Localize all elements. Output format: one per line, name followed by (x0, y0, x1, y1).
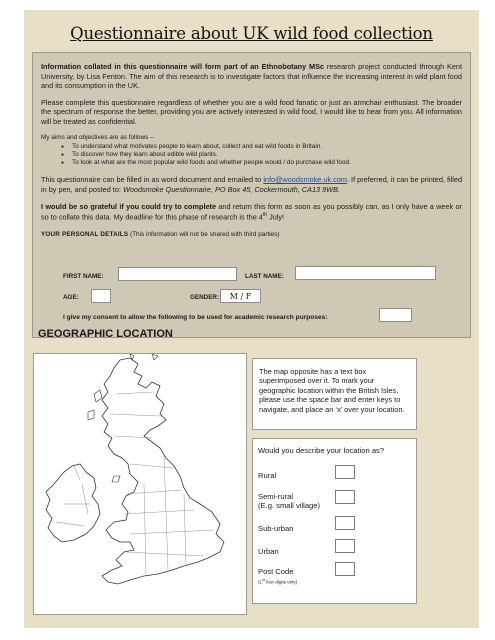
section-heading-geographic-location: GEOGRAPHIC LOCATION (38, 328, 173, 340)
personal-details-note: (This information will not be shared with third parties) (128, 231, 280, 239)
option-rural-label: Rural (258, 471, 277, 480)
email-link[interactable]: info@woodsmoke.uk.com (263, 175, 347, 185)
gender-field[interactable]: M / F (220, 289, 261, 303)
questionnaire-page (24, 10, 479, 628)
post-code-note-sup: st (262, 578, 265, 582)
post-code-field[interactable] (335, 562, 355, 576)
intro-paragraph-3 (41, 175, 462, 194)
location-question-box (252, 438, 417, 604)
last-name-field[interactable] (295, 266, 436, 280)
option-semi-rural-label: Semi-rural (258, 492, 294, 501)
page-title: Questionnaire about UK wild food collection (70, 24, 433, 43)
aims-item: ● To look at what are the most popular wild foods and whether people would / do purchase wild food. (61, 159, 462, 167)
option-sub-urban-checkbox[interactable] (335, 516, 355, 530)
intro-paragraph-4 (41, 202, 462, 223)
age-label: AGE: (63, 294, 79, 301)
british-isles-map-icon[interactable] (33, 353, 247, 615)
personal-details-label: YOUR PERSONAL DETAILS (41, 231, 129, 239)
option-rural-checkbox[interactable] (335, 465, 355, 479)
option-urban-checkbox[interactable] (335, 539, 355, 553)
aims-lead: My aims and objectives are as follows – (41, 133, 154, 141)
aims-item: ● To understand what motivates people to learn about, collect and eat wild foods in Britain. (61, 143, 462, 151)
option-sub-urban-label: Sub-urban (258, 524, 294, 533)
aims-list (61, 143, 462, 168)
consent-label: I give my consent to allow the following to be used for academic research purposes: (63, 314, 328, 321)
aims-item: ● To discover how they learn about edible wild plants. (61, 151, 462, 159)
map-instructions-box: The map opposite has a text box superimposed over it. To mark your geographic location within the British Isles, please use the space bar and enter keys to navigate, and place an ‘x’ over your location. (252, 358, 417, 430)
post-code-note-a: (1 (258, 579, 263, 585)
option-urban-label: Urban (258, 547, 279, 556)
post-code-label: Post Code (258, 567, 294, 576)
first-name-field[interactable] (118, 267, 237, 281)
age-field[interactable] (91, 289, 111, 303)
option-semi-rural-example: (E.g. small village) (258, 501, 321, 510)
post-code-note (258, 576, 297, 587)
gender-label: GENDER: (190, 294, 220, 301)
p4-text-b: July! (267, 212, 285, 222)
p4-text-a: and return this form as soon as you possibly can, as I only have a week or so to collate this data. My deadline for this phase of research is the 4 (41, 201, 462, 222)
post-code-note-b: four digits only) (264, 579, 298, 585)
intro-p1-rest: research project conducted through Kent University, by Lisa Fenton. The aim of this research is to investigate factors that influence the increasing interest in wild plant food and its consumption in the UK. (41, 62, 462, 91)
intro-paragraph-1 (41, 62, 462, 91)
p4-sup: th (262, 212, 268, 219)
intro-p1-bold: Information collated in this questionnaire will form part of an Ethnobotany MSc (41, 62, 325, 71)
consent-field[interactable] (379, 308, 412, 322)
intro-paragraph-2: Please complete this questionnaire regardless of whether you are a wild food fanatic or just an armchair enthusiast. The broader the spectrum of response the better, providing you are actively interested in wild food, I would like to hear from you. All information will be treated as confidential. (41, 97, 462, 126)
postal-address: Woodsmoke Questionnaire, PO Box 45, Cockermouth, CA13 9WB. (122, 184, 340, 194)
personal-details-heading (41, 229, 462, 240)
p4-bold: I would be so grateful if you could try to complete (41, 201, 217, 211)
location-question-header: Would you describe your location as? (258, 446, 385, 455)
last-name-label: LAST NAME: (245, 273, 284, 280)
p3-text-b: . If preferred, it can be printed, filled in by pen, and posted to: (41, 175, 462, 194)
p3-text-a: This questionnaire can be filled in as word document and emailed to (41, 175, 264, 185)
first-name-label: FIRST NAME: (63, 273, 104, 280)
option-semi-rural-checkbox[interactable] (335, 490, 355, 504)
